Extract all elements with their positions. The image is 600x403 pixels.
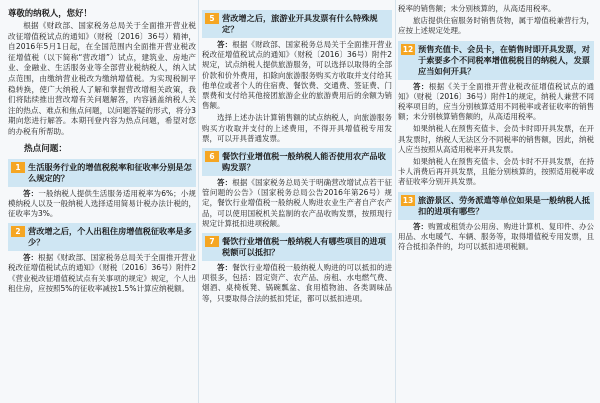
question-number: 1 bbox=[11, 162, 25, 173]
question-text: 营改增之后，旅游业开具发票有什么特殊规定？ bbox=[222, 13, 378, 34]
answer-extra-paragraph: 如果纳税人在预售充值卡、会员卡时不开具发票，在持卡人消费后再开具发票，且能分别核算的，按照适用税率或者征收率分别开具发票。 bbox=[398, 157, 594, 187]
column-2 bbox=[202, 0, 392, 403]
question-box bbox=[202, 148, 392, 176]
answer-lead: 答： bbox=[23, 188, 39, 198]
column-1 bbox=[8, 0, 196, 403]
continued-paragraph: 税率的销售额；未分别核算的，从高适用税率。 bbox=[398, 4, 556, 13]
question-box bbox=[202, 10, 392, 38]
question-box bbox=[8, 223, 196, 251]
answer-paragraph bbox=[202, 178, 392, 229]
answer-paragraph bbox=[202, 40, 392, 111]
answer-lead: 答： bbox=[413, 81, 429, 91]
question-number: 5 bbox=[205, 13, 219, 24]
answer-text: 根据《国家税务总局关于明确营改增试点若干征管问题的公告》（国家税务总局公告2016年第26号）规定，餐饮行业增值税一般纳税人购进农业生产者自产农产品，可以使用国税机关监制的农产品收购发票，按照现行规定计算抵扣进项税额。 bbox=[202, 178, 392, 228]
hot-issues-title: 热点问题： bbox=[24, 143, 67, 154]
answer-text: 根据《财政部、国家税务总局关于全面推开营业税改征增值税试点的通知》（财税〔2016〕36号）附件2规定，试点纳税人提供旅游服务，可以选择以取得的全部价款和价外费用，扣除向旅游服务购买方收取并支付给其他单位或者个人的住宿费、餐饮费、交通费、签证费、门票费和支付给其他接团旅游企业的旅游费用后的余额为销售额。 bbox=[202, 40, 392, 111]
question-number: 13 bbox=[402, 195, 414, 205]
column-3 bbox=[398, 0, 594, 403]
answer-paragraph bbox=[202, 263, 392, 304]
answer-text: 购置或租赁办公用房、购进计算机、复印件、办公用品、水电暖气、车辆、服务等，取得增值税专用发票，且符合抵扣条件的，均可以抵扣进项税额。 bbox=[398, 221, 594, 252]
answer-text: 根据《财政部、国家税务总局关于全面推开营业税改征增值税试点的通知》（财税〔2016〕36号）附件2《营业税改征增值税试点有关事项的规定》规定，个人出租住房，应按照5%的征收率减按1.5%计算应纳税额。 bbox=[8, 253, 196, 293]
question-text: 生活服务行业的增值税税率和征收率分别是怎么规定的？ bbox=[28, 161, 192, 183]
question-text: 餐饮行业增值税一般纳税人能否使用农产品收购发票？ bbox=[222, 151, 386, 173]
answer-text: 根据《关于全面推开营业税改征增值税试点的通知》（财税〔2016〕36号）附件1的规定，纳税人兼营不同税率项目的，应当分别核算适用不同税率或者征收率的销售额；未分别核算销售额的，从高适用税率。 bbox=[398, 81, 594, 122]
answer-paragraph bbox=[8, 189, 196, 220]
intro-paragraph: 根据《财政部、国家税务总局关于全面推开营业税改征增值税试点的通知》（财税〔2016〕36号）精神，自2016年5月1日起，在全国范围内全面推开营业税改征增值税（以下简称“营改增”）试点，建筑业、房地产业、金融业、生活服务业等全部营业税纳税人，纳入试点范围，由缴纳营业税改为缴纳增值税。为实现税制平稳转换，使广大纳税人了解和掌握营改增相关政策，我们将陆续推出营改增有关问题解答，内容涵盖纳税人关注的热点、难点和焦点问题，以问题答疑的形式，将分3期向您进行解答。本期刊登内容为热点问题，希望对您的办税有所帮助。 bbox=[8, 21, 196, 136]
question-text: 餐饮行业增值税一般纳税人有哪些项目的进项税额可以抵扣？ bbox=[222, 236, 386, 258]
question-number: 6 bbox=[205, 151, 219, 162]
question-number: 2 bbox=[11, 226, 25, 237]
question-box bbox=[8, 159, 196, 187]
answer-paragraph bbox=[8, 253, 196, 294]
answer-extra-paragraph: 选择上述办法计算销售额的试点纳税人，向旅游服务购买方收取并支付的上述费用，不得开具增值税专用发票，可以开具普通发票。 bbox=[202, 113, 392, 143]
column-divider bbox=[198, 0, 199, 403]
question-text: 旅游景区、劳务派遣等单位如果是一般纳税人抵扣的进项有哪些？ bbox=[418, 194, 590, 216]
greeting: 尊敬的纳税人，您好！ bbox=[8, 8, 92, 18]
answer-lead: 答： bbox=[23, 253, 39, 263]
answer-lead: 答： bbox=[217, 178, 233, 188]
question-box bbox=[398, 41, 594, 80]
question-number: 7 bbox=[205, 236, 219, 247]
question-number: 12 bbox=[402, 44, 414, 54]
answer-lead: 答： bbox=[217, 263, 233, 273]
answer-text: 一般纳税人提供生活服务适用税率为6%；小规模纳税人以及一般纳税人选择适用简易计税办法计税的，征收率为3%。 bbox=[8, 188, 196, 218]
answer-paragraph bbox=[398, 222, 594, 253]
question-text: 营改增之后，个人出租住房增值税征收率是多少？ bbox=[28, 226, 192, 248]
continued-paragraph: 旅店提供住宿服务时销售货物，属于增值税兼营行为，应按上述规定处理。 bbox=[398, 16, 594, 36]
question-box bbox=[398, 192, 594, 220]
answer-lead: 答： bbox=[217, 40, 233, 49]
answer-text: 餐饮行业增值税一般纳税人购进的可以抵扣的进项很多，包括：固定资产、农产品、房租、水电燃气费、烟酒、桌椅板凳、锅碗瓢盆、食用植物油、各类调味品等，只要取得合法的抵扣凭证，都可以抵扣进项。 bbox=[202, 263, 392, 303]
answer-lead: 答： bbox=[413, 221, 429, 231]
question-text: 预售充值卡、会员卡，在销售时即开具发票，对于索要多个不同税率增值税税目的纳税人，发票应当如何开具？ bbox=[418, 43, 590, 76]
column-divider bbox=[395, 0, 396, 403]
question-box bbox=[202, 233, 392, 261]
answer-paragraph bbox=[398, 82, 594, 123]
answer-extra-paragraph: 如果纳税人在预售充值卡、会员卡时即开具发票，在开具发票时，纳税人无法区分不同税率的销售额，因此，纳税人应当按照从高适用税率开具发票。 bbox=[398, 124, 594, 154]
